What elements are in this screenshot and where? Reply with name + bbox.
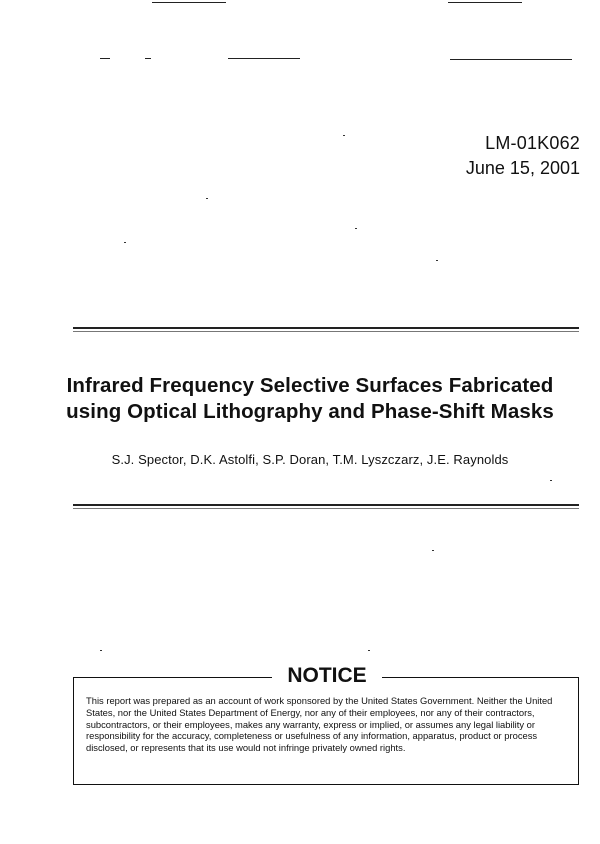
scan-speck [368, 650, 370, 651]
scan-speck [124, 242, 126, 243]
scan-line [145, 58, 151, 59]
title-rule-bottom [73, 504, 579, 506]
scan-speck [432, 550, 434, 551]
scan-speck [343, 135, 345, 136]
report-date: June 15, 2001 [465, 158, 580, 178]
title-rule-top-shadow [73, 331, 579, 332]
scan-line [450, 59, 572, 60]
scan-speck [355, 228, 357, 229]
scan-line [152, 2, 226, 3]
author-list: S.J. Spector, D.K. Astolfi, S.P. Doran, T.M. Lyszczarz, J.E. Raynolds [111, 452, 509, 467]
document-title-line-2: using Optical Lithography and Phase-Shift Masks [66, 400, 554, 423]
scan-line [100, 58, 110, 59]
scan-speck [100, 650, 102, 651]
title-rule-top [73, 327, 579, 329]
notice-body: This report was prepared as an account of work sponsored by the United States Government. Neither the United States, nor the United States Department of Energy, nor any of their employees, nor any of their contractors, subcontractors, or their employees, makes any warranty, express or implied, or assumes any legal liability or responsibility for the accuracy, completeness or usefulness of any information, apparatus, product or process disclosed, or represents that its use would not infringe privately owned rights. [86, 695, 553, 754]
scan-line [228, 58, 300, 59]
title-rule-bottom-shadow [73, 508, 579, 509]
report-number: LM-01K062 [485, 133, 580, 153]
notice-heading: NOTICE [272, 662, 382, 690]
scan-speck [206, 198, 208, 199]
document-title-line-1: Infrared Frequency Selective Surfaces Fabricated [66, 374, 554, 397]
scan-line [448, 2, 522, 3]
scan-speck [550, 480, 552, 481]
scan-speck [436, 260, 438, 261]
